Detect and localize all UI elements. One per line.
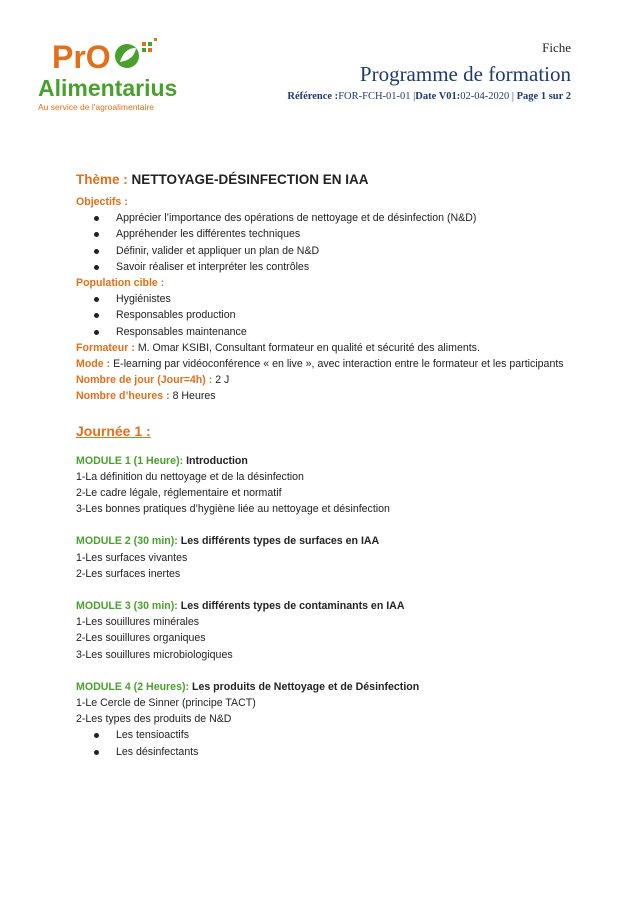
company-logo	[38, 36, 188, 116]
heures-value: 8 Heures	[172, 390, 216, 403]
module-4	[76, 679, 576, 760]
mode-line	[76, 356, 576, 372]
theme-label: Thème :	[76, 172, 128, 187]
list-item: Les tensioactifs	[76, 727, 576, 743]
module-heading	[76, 453, 576, 469]
formateur-value: M. Omar KSIBI, Consultant formateur en qualité et sécurité des aliments.	[137, 341, 480, 354]
module-line: 1-Les surfaces vivantes	[76, 551, 188, 564]
pixel-square-1	[142, 42, 146, 46]
document-header	[287, 40, 571, 102]
header-reference	[287, 91, 571, 102]
list-item: Apprécier l’importance des opérations de nettoyage et de désinfection (N&D)	[76, 210, 576, 226]
header-title: Programme de formation	[359, 62, 571, 86]
list-item: Responsables production	[76, 307, 576, 323]
logo-text-alimentarius: Alimentarius	[38, 75, 178, 101]
module-line: 1-La définition du nettoyage et de la désinfection	[76, 470, 304, 483]
objectifs-list	[76, 210, 576, 275]
module-2	[76, 533, 576, 582]
module-1	[76, 453, 576, 518]
module-title: Les différents types de surfaces en IAA	[180, 535, 380, 548]
ref-value: FOR-FCH-01-01	[338, 91, 411, 102]
pixel-square-2	[148, 42, 152, 46]
module-3	[76, 598, 576, 663]
pixel-square-5	[154, 38, 157, 41]
module-title: Introduction	[186, 454, 248, 467]
document-body	[76, 170, 576, 776]
population-list	[76, 291, 576, 340]
list-item: Appréhender les différentes techniques	[76, 226, 576, 242]
module-line: 1-Le Cercle de Sinner (principe TACT)	[76, 697, 256, 710]
ref-label: Référence :	[287, 91, 339, 102]
module-line: 1-Les souillures minérales	[76, 616, 200, 629]
pixel-square-4	[148, 48, 152, 52]
page-label: Page 1 sur 2	[516, 91, 571, 102]
logo-graphic	[38, 36, 188, 102]
list-item: Savoir réaliser et interpréter les contrôles	[76, 259, 576, 275]
jours-value: 2 J	[215, 374, 230, 387]
date-value: 02-04-2020	[460, 91, 510, 102]
jours-label: Nombre de jour (Jour=4h) :	[76, 374, 213, 387]
list-item: Définir, valider et appliquer un plan de N&D	[76, 243, 576, 259]
pixel-square-3	[142, 48, 146, 52]
ref-separator-2: |	[511, 91, 515, 102]
list-item: Responsables maintenance	[76, 324, 576, 340]
heures-label: Nombre d’heures :	[76, 390, 170, 403]
formateur-label: Formateur :	[76, 341, 135, 354]
logo-text-pro: PrO	[52, 39, 111, 75]
ref-separator-1: |	[413, 91, 416, 102]
objectifs-label: Objectifs :	[76, 196, 128, 208]
module-4-bullets	[76, 727, 576, 759]
module-line: 2-Les souillures organiques	[76, 632, 206, 645]
module-heading	[76, 598, 576, 614]
module-heading	[76, 533, 576, 549]
module-line: 2-Le cadre légale, réglementaire et normatif	[76, 487, 282, 500]
mode-value: E-learning par vidéoconférence « en live », avec interaction entre le formateur et les participants	[113, 358, 564, 371]
list-item: Les désinfectants	[76, 744, 576, 760]
module-line: 2-Les types des produits de N&D	[76, 713, 232, 726]
mode-label: Mode :	[76, 358, 111, 371]
module-title: Les produits de Nettoyage et de Désinfection	[191, 680, 420, 693]
header-fiche: Fiche	[542, 40, 571, 55]
jours-line	[76, 372, 576, 388]
theme-value: NETTOYAGE-DÉSINFECTION EN IAA	[131, 172, 369, 187]
module-label: MODULE 1 (1 Heure):	[76, 454, 184, 467]
day-1-heading: Journée 1 :	[76, 422, 151, 439]
module-line: 3-Les bonnes pratiques d’hygiène liée au nettoyage et désinfection	[76, 503, 390, 516]
module-line: 3-Les souillures microbiologiques	[76, 648, 233, 661]
module-label: MODULE 3 (30 min):	[76, 600, 178, 613]
date-label: Date V01:	[415, 91, 461, 102]
formateur-line	[76, 340, 576, 356]
module-label: MODULE 4 (2 Heures):	[76, 680, 190, 693]
logo-tagline: Au service de l'agroalimentaire	[38, 102, 154, 112]
module-label: MODULE 2 (30 min):	[76, 535, 178, 548]
heures-line	[76, 388, 576, 404]
module-heading	[76, 679, 576, 695]
list-item: Hygiénistes	[76, 291, 576, 307]
theme-line	[76, 170, 576, 190]
module-title: Les différents types de contaminants en IAA	[180, 600, 405, 613]
module-line: 2-Les surfaces inertes	[76, 567, 181, 580]
population-label: Population cible :	[76, 277, 165, 290]
